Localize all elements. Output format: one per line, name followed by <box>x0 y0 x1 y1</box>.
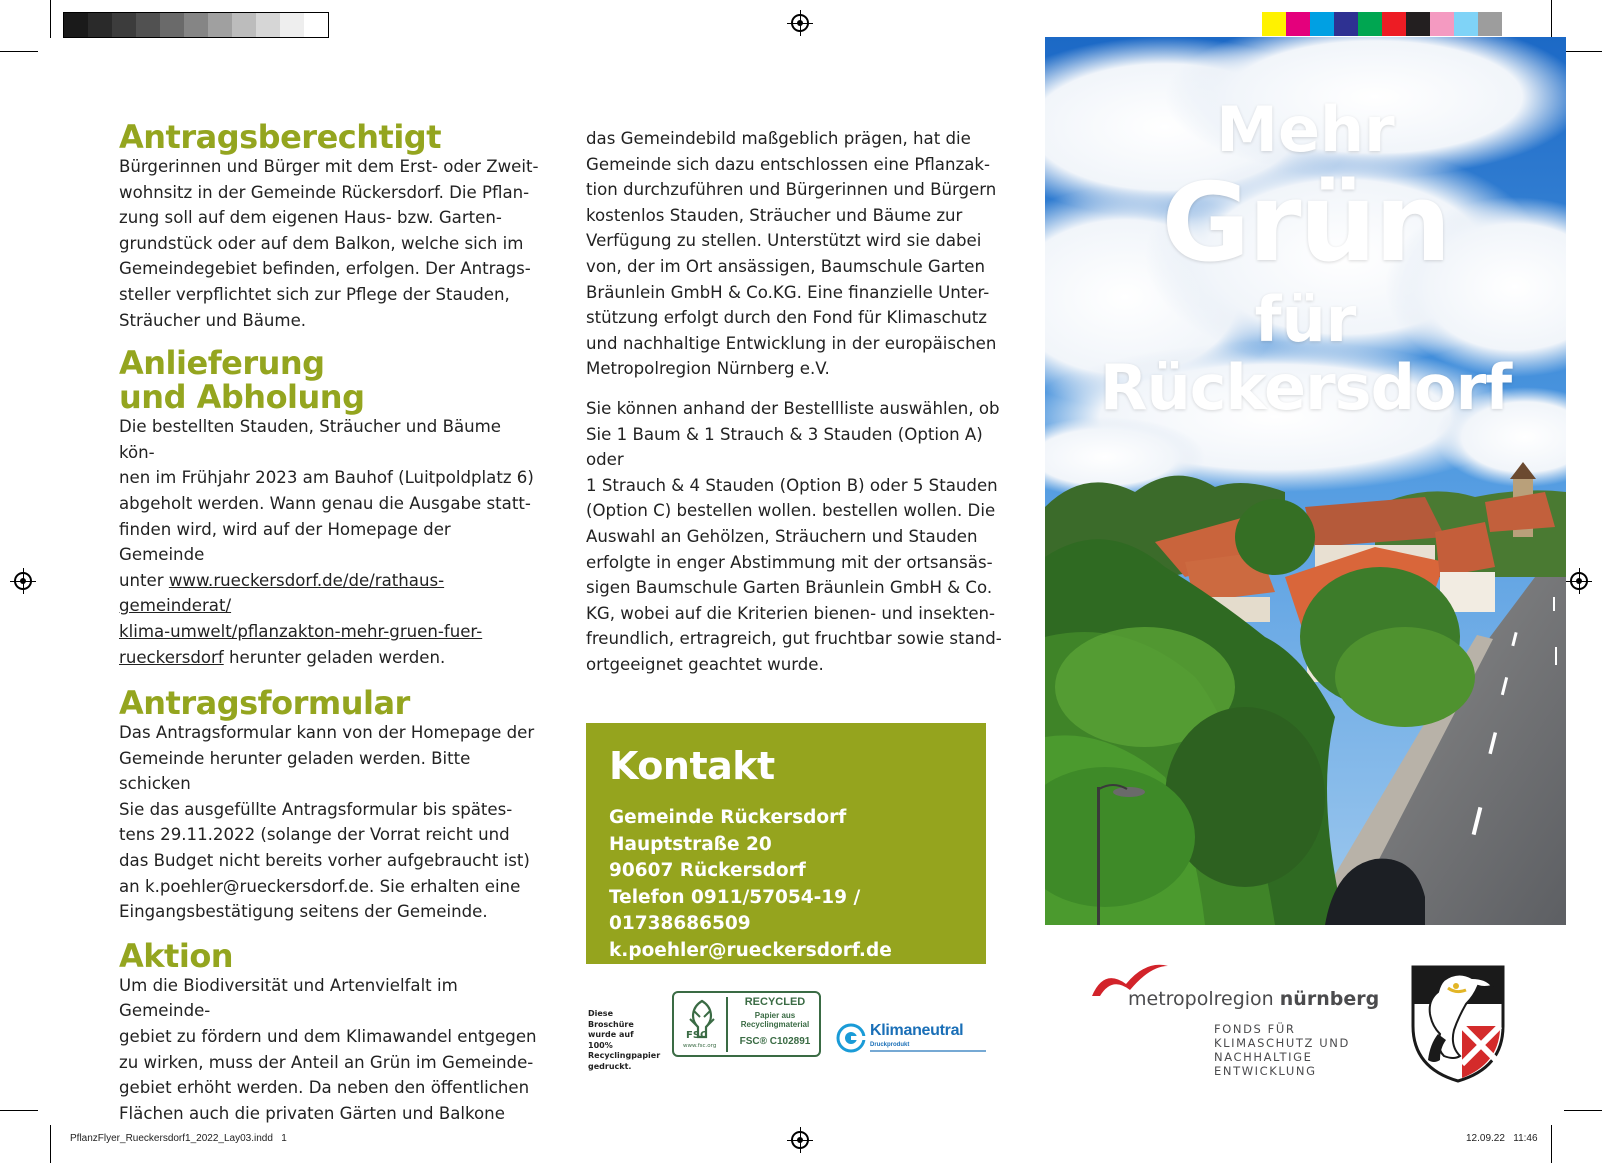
klimaneutral-subtitle: Druckprodukt <box>870 1042 910 1048</box>
crop-mark <box>0 1110 38 1111</box>
crop-mark <box>1564 51 1602 52</box>
registration-mark <box>791 1131 809 1149</box>
metropolregion-wordmark-bold: nürnberg <box>1279 988 1380 1010</box>
fsc-code: FSC® C102891 <box>739 1036 811 1047</box>
gray-step <box>208 13 232 37</box>
contact-phone[interactable]: Telefon 0911/57054-19 / 01738686509 <box>609 886 861 934</box>
text-anlieferung-link-block <box>119 568 539 670</box>
heading-antragsberechtigt: Antragsberechtigt <box>119 118 441 156</box>
fsc-recycled-badge <box>672 991 821 1057</box>
fonds-line: FONDS FÜR <box>1214 1022 1296 1036</box>
text-gemeinde-aktion: das Gemeindebild maßgeblich prägen, hat die Gemeinde sich dazu entschlossen eine Pflanzak- tion durchzuführen und Bürgerinnen und Bürgern kostenlos Stauden, Sträucher und Bäume zur Verfügung zu stellen. Unterstützt wird sie dabei von, der im Ort ansässigen, Baumschule Garten Bräunlein GmbH & Co.KG. Eine finanzielle Unter- stützung erfolgt durch den Fond für Klimaschutz und nachhaltige Entwicklung in der europäischen Metropolregion Nürnberg e.V. <box>586 129 997 379</box>
color-step <box>1430 12 1454 36</box>
color-step <box>1406 12 1430 36</box>
gray-step <box>88 13 112 37</box>
fonds-text <box>1214 1022 1350 1078</box>
gray-step <box>280 13 304 37</box>
link-suffix: herunter geladen werden. <box>223 647 446 667</box>
cover-title-gruen: Grün <box>1161 161 1450 286</box>
text-aktion: Um die Biodiversität und Artenvielfalt im Gemeinde- gebiet zu fördern und dem Klimawandel entgegen zu wirken, muss der Anteil an Grün im Gemeinde- gebiet erhöht werden. Da neben den öffentlichen Flächen auch die privaten Gärten und Balkone <box>119 975 537 1123</box>
fonds-line: KLIMASCHUTZ UND <box>1214 1036 1350 1050</box>
file-slug: PflanzFlyer_Rueckersdorf1_2022_Lay03.indd 1 <box>70 1133 287 1144</box>
fsc-url: www.fsc.org <box>683 1043 717 1049</box>
contact-email[interactable]: k.poehler@rueckersdorf.de <box>609 939 892 961</box>
klimaneutral-badge <box>836 1021 992 1057</box>
cover-photo <box>1045 37 1566 925</box>
link-prefix: unter <box>119 570 169 590</box>
klimaneutral-logo-icon <box>836 1023 866 1053</box>
gray-step <box>184 13 208 37</box>
homepage-link-1[interactable]: www.rueckersdorf.de/de/rathaus-gemeinderat/ <box>119 570 445 616</box>
heading-anlieferung-line2: und Abholung <box>119 378 365 417</box>
color-step <box>1310 12 1334 36</box>
fonds-line: ENTWICKLUNG <box>1214 1064 1317 1078</box>
gray-step <box>304 13 328 37</box>
gray-step <box>256 13 280 37</box>
gray-step <box>64 13 88 37</box>
klimaneutral-fine-print <box>870 1050 986 1052</box>
crop-mark <box>50 1125 51 1163</box>
process-color-bar <box>1262 12 1502 36</box>
fsc-label: FSC <box>686 1030 708 1041</box>
heading-aktion: Aktion <box>119 936 234 975</box>
coat-of-arms-rueckersdorf <box>1410 964 1506 1084</box>
contact-street: Hauptstraße 20 <box>609 833 772 855</box>
text-anlieferung: Die bestellten Stauden, Sträucher und Bäume kön- nen im Frühjahr 2023 am Bauhof (Luitpoldplatz 6) abgeholt werden. Wann genau die Ausgabe statt- finden wird, wird auf der Homepage der Gemeinde <box>119 417 534 565</box>
color-step <box>1358 12 1382 36</box>
heading-anlieferung-line1: Anlieferung <box>119 344 325 383</box>
registration-mark <box>791 14 809 32</box>
homepage-link-2[interactable]: klima-umwelt/pflanzakton-mehr-gruen-fuer- <box>119 621 483 641</box>
contact-heading: Kontakt <box>609 744 775 788</box>
crop-mark <box>1551 0 1552 38</box>
color-step <box>1286 12 1310 36</box>
crop-mark <box>1564 1110 1602 1111</box>
print-timestamp: 12.09.22 11:46 <box>1466 1133 1538 1144</box>
metropolregion-wordmark <box>1128 988 1379 1010</box>
fsc-paper-text: Papier aus Recyclingmaterial <box>740 1011 810 1029</box>
cover-title-mehr: Mehr <box>1216 93 1395 166</box>
crop-mark <box>50 0 51 38</box>
cover-title-rueckersdorf: Rückersdorf <box>1099 351 1512 424</box>
gray-step <box>232 13 256 37</box>
color-step <box>1334 12 1358 36</box>
klimaneutral-title: Klimaneutral <box>870 1022 964 1039</box>
contact-city: 90607 Rückersdorf <box>609 860 806 881</box>
homepage-link-3[interactable]: rueckersdorf <box>119 647 224 667</box>
fsc-divider <box>726 997 728 1052</box>
text-bestellliste: Sie können anhand der Bestellliste auswählen, ob Sie 1 Baum & 1 Strauch & 3 Stauden (Option A) oder 1 Strauch & 4 Stauden (Option B) oder 5 Stauden (Option C) bestellen wollen. bestellen wollen. Die Auswahl an Gehölzen, Sträuchern und Stauden erfolgte in enger Abstimmung mit der ortsansäs- sigen Baumschule Garten Bräunlein GmbH & Co. KG, wobei auf die Kriterien bienen- und insekten- freundlich, ertragreich, gut fruchtbar sowie stand- ortgeeignet geachtet wurde. <box>586 398 1002 674</box>
gray-step <box>136 13 160 37</box>
fsc-recycled-title: RECYCLED <box>744 996 806 1008</box>
cover-title-fuer: für <box>1254 283 1357 356</box>
contact-name: Gemeinde Rückersdorf <box>609 807 847 828</box>
metropolregion-wordmark-regular: metropolregion <box>1128 988 1280 1010</box>
heading-anlieferung <box>119 344 539 417</box>
registration-mark <box>1570 572 1588 590</box>
color-step <box>1454 12 1478 36</box>
text-antragsberechtigt: Bürgerinnen und Bürger mit dem Erst- oder Zweit- wohnsitz in der Gemeinde Rückersdorf. Die Pflan- zung soll auf dem eigenen Haus- bzw. Garten- grundstück oder auf dem Balkon, welche sich im Gemeindegebiet befinden, erfolgen. Der Antrags- steller verpflichtet sich zur Pflege der Stauden, Sträucher und Bäume. <box>119 157 539 330</box>
metropolregion-logo <box>1090 958 1380 1088</box>
crop-mark <box>0 51 38 52</box>
fsc-tree-icon <box>680 997 724 1049</box>
contact-box <box>586 723 986 964</box>
color-step <box>1262 12 1286 36</box>
recycling-paper-note: Diese Broschüre wurde auf 100% Recyclingpapier gedruckt. <box>588 1009 661 1071</box>
crop-mark <box>1551 1125 1552 1163</box>
color-step <box>1382 12 1406 36</box>
left-column <box>119 120 539 1126</box>
registration-mark <box>14 572 32 590</box>
color-step <box>1478 12 1502 36</box>
gray-step <box>112 13 136 37</box>
fonds-line: NACHHALTIGE <box>1214 1050 1313 1064</box>
grayscale-color-bar <box>63 12 329 38</box>
contact-lines <box>609 805 986 964</box>
middle-column <box>586 126 1006 677</box>
heading-antragsformular: Antragsformular <box>119 684 410 723</box>
gray-step <box>160 13 184 37</box>
text-antragsformular: Das Antragsformular kann von der Homepage der Gemeinde herunter geladen werden. Bitte schicken Sie das ausgefüllte Antragsformular bis spätes- tens 29.11.2022 (solange der Vorrat reicht und das Budget nicht bereits vorher aufgebraucht ist) an k.poehler@rueckersdorf.de. Sie erhalten eine Eingangsbestätigung seitens der Gemeinde. <box>119 723 535 922</box>
